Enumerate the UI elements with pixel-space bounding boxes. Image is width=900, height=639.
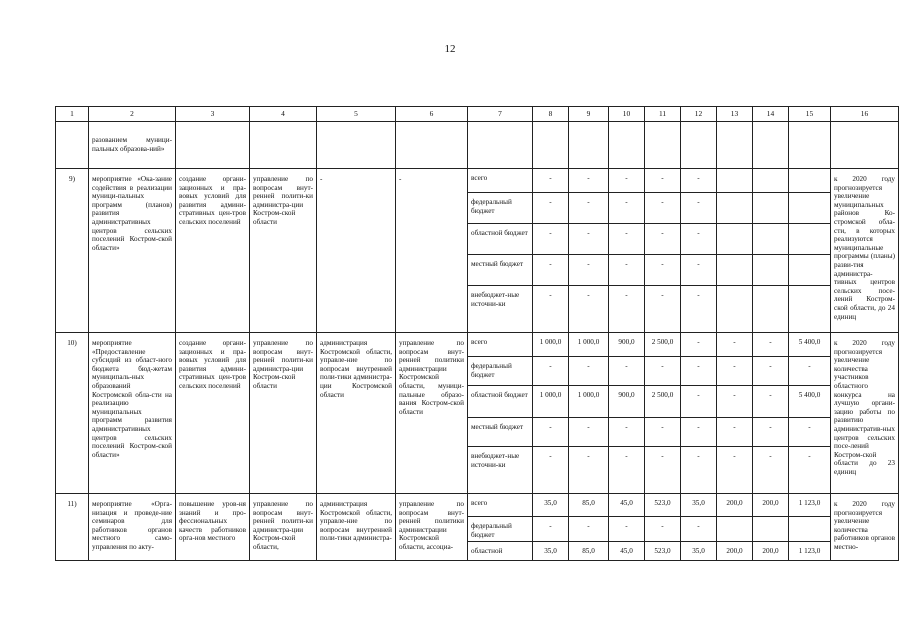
program-row-r11-line-0 <box>56 494 899 517</box>
responsible-executor: управление по вопросам внут-ренней полити-ки администра-ции Костром-ской области, <box>250 494 317 561</box>
funding-value: - <box>789 447 831 494</box>
funding-value: 900,0 <box>609 333 645 357</box>
funding-value: - <box>681 286 717 333</box>
column-header-5: 5 <box>317 107 396 122</box>
column-header-1: 1 <box>56 107 89 122</box>
funding-value: - <box>569 286 609 333</box>
funding-value <box>789 517 831 542</box>
funding-value: - <box>569 169 609 193</box>
funding-value: - <box>789 418 831 447</box>
funding-value: - <box>753 333 789 357</box>
funding-source: внебюджет-ные источни-ки <box>468 447 533 494</box>
funding-value: - <box>609 517 645 542</box>
funding-source: всего <box>468 333 533 357</box>
funding-value <box>789 286 831 333</box>
funding-value: - <box>609 255 645 286</box>
expected-result: к 2020 году прогнозируется увеличение количества работников органов местно- <box>831 494 899 561</box>
funding-source: местный бюджет <box>468 255 533 286</box>
funding-value <box>753 255 789 286</box>
funding-value: - <box>645 286 681 333</box>
funding-value: 85,0 <box>569 542 609 561</box>
funding-value: - <box>717 386 753 418</box>
funding-value: - <box>609 286 645 333</box>
funding-value: 35,0 <box>681 542 717 561</box>
program-row-r10-line-0 <box>56 333 899 357</box>
event-name: мероприятие «Предоставление субсидий из област-ного бюджета бюд-жетам муниципаль-ных образований Костромской обла-сти на реализацию муниципальных программ развития административных центров сельских поселений Костром-ской области» <box>89 333 176 494</box>
funding-value: 1 000,0 <box>533 333 569 357</box>
funding-value: 200,0 <box>717 494 753 517</box>
funding-value: - <box>681 193 717 224</box>
funding-value: - <box>569 357 609 386</box>
goal: создание органи-зационных и пра-вовых условий для развития админи-стративных цен-тров сельских поселений <box>176 169 250 333</box>
funding-value: - <box>609 193 645 224</box>
column-header-9: 9 <box>569 107 609 122</box>
column-header-10: 10 <box>609 107 645 122</box>
funding-value <box>753 286 789 333</box>
funding-source: областной бюджет <box>468 224 533 255</box>
funding-value: - <box>681 357 717 386</box>
funding-source: областной бюджет <box>468 386 533 418</box>
funding-value: - <box>533 169 569 193</box>
event-name: мероприятие «Орга-низация и проведе-ние семинаров для работников органов местного само-управления по акту- <box>89 494 176 561</box>
funding-value: 1 000,0 <box>569 386 609 418</box>
funding-value: - <box>681 386 717 418</box>
funding-value: 523,0 <box>645 542 681 561</box>
header-row <box>56 107 899 122</box>
funding-value: - <box>645 255 681 286</box>
funding-value: - <box>753 357 789 386</box>
column-header-2: 2 <box>89 107 176 122</box>
column-header-14: 14 <box>753 107 789 122</box>
funding-value: 45,0 <box>609 542 645 561</box>
funding-value: - <box>717 447 753 494</box>
column-header-6: 6 <box>396 107 468 122</box>
funding-value: 5 400,0 <box>789 386 831 418</box>
funding-value: - <box>569 193 609 224</box>
column-header-15: 15 <box>789 107 831 122</box>
funding-value: 200,0 <box>717 542 753 561</box>
funding-value: - <box>533 357 569 386</box>
funding-value: - <box>753 418 789 447</box>
funding-value: - <box>681 255 717 286</box>
funding-value: - <box>753 447 789 494</box>
funding-value <box>789 193 831 224</box>
program-row-r9-line-0 <box>56 169 899 193</box>
funding-value <box>789 224 831 255</box>
column-header-7: 7 <box>468 107 533 122</box>
program-table <box>55 106 899 561</box>
column-header-12: 12 <box>681 107 717 122</box>
funding-value <box>753 169 789 193</box>
funding-value <box>717 193 753 224</box>
funding-value: 35,0 <box>533 494 569 517</box>
expected-result: к 2020 году прогнозируется увеличение количества участников областного конкурса на лучшую органи-зацию работы по развитию административ-ных центров сельских посе-лений Костром-ской области до 23 единиц <box>831 333 899 494</box>
funding-value: - <box>569 447 609 494</box>
funding-value: - <box>645 224 681 255</box>
funding-value: - <box>533 447 569 494</box>
goal: создание органи-зационных и пра-вовых условий для развития админи-стративных цен-тров сельских поселений <box>176 333 250 494</box>
funding-value: - <box>681 224 717 255</box>
funding-value: - <box>645 193 681 224</box>
funding-value: 900,0 <box>609 386 645 418</box>
funding-value: - <box>789 357 831 386</box>
funding-value: 1 123,0 <box>789 542 831 561</box>
funding-value: - <box>753 386 789 418</box>
row-number: 10) <box>56 333 89 494</box>
funding-source: внебюджет-ные источни-ки <box>468 286 533 333</box>
funding-value: 1 123,0 <box>789 494 831 517</box>
funding-value: - <box>533 193 569 224</box>
goal: повышение уров-ня знаний и про-фессиональных качеств работников орга-нов местного <box>176 494 250 561</box>
participant: управление по вопросам внут-ренней политики администрации Костромской области, ассоциа- <box>396 494 468 561</box>
funding-value: - <box>681 333 717 357</box>
funding-value: 45,0 <box>609 494 645 517</box>
funding-value: - <box>645 357 681 386</box>
participant: - <box>396 169 468 333</box>
co-executor: - <box>317 169 396 333</box>
funding-value: - <box>681 169 717 193</box>
funding-value: - <box>681 517 717 542</box>
column-header-13: 13 <box>717 107 753 122</box>
continuation-row <box>56 122 899 169</box>
funding-value: - <box>609 447 645 494</box>
funding-value: - <box>717 418 753 447</box>
funding-value <box>717 169 753 193</box>
funding-value: 35,0 <box>681 494 717 517</box>
funding-value: - <box>645 169 681 193</box>
funding-value <box>789 255 831 286</box>
funding-value: 1 000,0 <box>569 333 609 357</box>
funding-source: федеральный бюджет <box>468 357 533 386</box>
funding-value <box>717 224 753 255</box>
funding-value: - <box>569 517 609 542</box>
funding-source: всего <box>468 169 533 193</box>
funding-source: федеральный бюджет <box>468 517 533 542</box>
funding-value: - <box>533 517 569 542</box>
co-executor: администрация Костромской области, управле-ние по вопросам внутренней поли-тики администра- <box>317 494 396 561</box>
column-header-16: 16 <box>831 107 899 122</box>
event-name: мероприятие «Ока-зание содействия в реализации муници-пальных программ (планов) развития административных центров сельских поселений Костром-ской области» <box>89 169 176 333</box>
column-header-4: 4 <box>250 107 317 122</box>
funding-value: 200,0 <box>753 542 789 561</box>
funding-value: - <box>569 418 609 447</box>
column-header-3: 3 <box>176 107 250 122</box>
funding-source: областной <box>468 542 533 561</box>
funding-value: - <box>533 255 569 286</box>
funding-value: - <box>569 224 609 255</box>
co-executor: администрация Костромской области, управле-ние по вопросам внутренней поли-тики администра-ции Костромской области <box>317 333 396 494</box>
funding-value <box>717 255 753 286</box>
event-name-continuation: разованием муници-пальных образова-ний» <box>89 122 176 169</box>
responsible-executor: управление по вопросам внут-ренней полити-ки администра-ции Костром-ской области <box>250 169 317 333</box>
row-number: 11) <box>56 494 89 561</box>
funding-value: - <box>609 224 645 255</box>
column-header-11: 11 <box>645 107 681 122</box>
funding-value <box>717 286 753 333</box>
row-number: 9) <box>56 169 89 333</box>
funding-value: 35,0 <box>533 542 569 561</box>
funding-value: - <box>533 224 569 255</box>
funding-value: - <box>609 418 645 447</box>
funding-value: - <box>569 255 609 286</box>
funding-value: 5 400,0 <box>789 333 831 357</box>
funding-value: - <box>609 169 645 193</box>
page-number: 12 <box>444 43 456 55</box>
funding-value: - <box>609 357 645 386</box>
funding-value: - <box>717 333 753 357</box>
funding-source: всего <box>468 494 533 517</box>
column-header-8: 8 <box>533 107 569 122</box>
funding-source: федеральный бюджет <box>468 193 533 224</box>
funding-value: - <box>533 418 569 447</box>
funding-value: 1 000,0 <box>533 386 569 418</box>
participant: управление по вопросам внут-ренней политики администрации Костромской области, муници-пальные образо-вания Костром-ской области <box>396 333 468 494</box>
funding-value <box>717 517 753 542</box>
funding-value: - <box>645 517 681 542</box>
funding-value <box>753 224 789 255</box>
funding-value: - <box>533 286 569 333</box>
funding-value: - <box>681 418 717 447</box>
funding-value <box>753 193 789 224</box>
responsible-executor: управление по вопросам внут-ренней полити-ки администра-ции Костром-ской области <box>250 333 317 494</box>
funding-value: - <box>717 357 753 386</box>
expected-result: к 2020 году прогнозируется увеличение муниципальных районов Ко-стромской обла-сти, в которых реализуются муниципальные программы (планы) разви-тия администра-тивных центров сельских посе-лений Костром-ской области, до 24 единиц <box>831 169 899 333</box>
funding-value: 200,0 <box>753 494 789 517</box>
funding-value <box>789 169 831 193</box>
funding-value: - <box>645 418 681 447</box>
funding-value: 85,0 <box>569 494 609 517</box>
funding-value <box>753 517 789 542</box>
funding-value: - <box>681 447 717 494</box>
funding-value: 2 500,0 <box>645 386 681 418</box>
funding-value: 523,0 <box>645 494 681 517</box>
funding-source: местный бюджет <box>468 418 533 447</box>
funding-value: - <box>645 447 681 494</box>
funding-value: 2 500,0 <box>645 333 681 357</box>
